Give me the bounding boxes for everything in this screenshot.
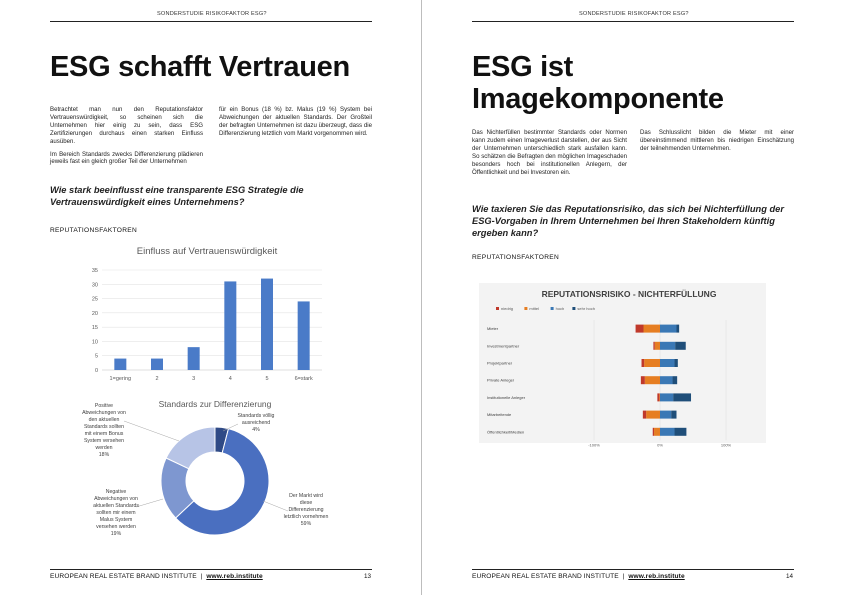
slice-label: Der Markt wird diese Differenzierung letztlich vornehmen	[283, 493, 329, 520]
paragraph: Das Schlusslicht bilden die Mieter mit einer übereinstimmend mittleren bis niedrigen Einschätzung der teilnehmenden Unternehmen.	[640, 129, 794, 152]
bar-segment-sehr-hoch	[675, 342, 686, 350]
bar-segment-mittel	[659, 393, 660, 401]
paragraph: Das Nichterfüllen bestimmter Standards oder Normen kann zudem einen Imageverlust darstellen, der aus Sicht der Unternehmen unterschiedlich stark ausfallen kann. So schätzen die Befragten den möglichen Imageschaden besonders hoch bei institutionellen Anlegern, der Öffentlichkeit und bei Investoren ein.	[472, 129, 627, 176]
trust-bar-chart	[82, 238, 332, 390]
bar-segment-hoch	[660, 325, 677, 333]
slice-percentage: 59%	[300, 521, 312, 527]
leader-line	[124, 421, 179, 441]
page-number: 13	[364, 573, 372, 580]
legend-swatch	[496, 307, 499, 310]
bar-segment-hoch	[660, 342, 675, 350]
title-line-2: Imagekomponente	[472, 83, 724, 115]
page-title	[472, 51, 724, 115]
bar-segment-niedrig	[642, 359, 645, 367]
bar-segment-hoch	[660, 359, 675, 367]
bar-segment-mittel	[646, 411, 660, 419]
leader-line	[136, 499, 163, 507]
chart-title: Einfluss auf Vertrauenswürdigkeit	[136, 246, 278, 257]
x-tick-label: 1=gering	[109, 376, 132, 382]
bar-segment-hoch	[660, 428, 675, 436]
body-column-2	[219, 106, 372, 143]
slice-label: Negative Abweichungen von aktuellen Standards sollten mir einem Malus System versehen werden	[93, 489, 139, 530]
bar-segment-mittel	[645, 376, 660, 384]
bar	[188, 347, 200, 370]
trust-bar-chart-box	[82, 238, 332, 390]
footer	[50, 573, 263, 580]
slice-percentage: 18%	[98, 452, 110, 458]
legend-label: mittel	[529, 306, 539, 311]
y-tick-label: 25	[91, 296, 98, 303]
x-tick-label: 0%	[657, 442, 663, 448]
category-label: Projektpartner	[487, 360, 513, 366]
category-label: Öffentlichkeit/Medien	[487, 429, 525, 435]
y-tick-label: 30	[91, 282, 98, 289]
survey-question: Wie taxieren Sie das Reputationsrisiko, das sich bei Nichterfüllung der ESG-Vorgaben in Ihrem Unternehmen bei Ihren Stakeholdern künftig ergeben kann?	[472, 204, 784, 239]
footer-link[interactable]: www.reb.institute	[628, 573, 685, 580]
x-tick-label: 6=stark	[294, 376, 313, 382]
bar-segment-niedrig	[653, 428, 654, 436]
legend-swatch	[524, 307, 527, 310]
risk-chart-box	[479, 283, 766, 448]
bar-segment-hoch	[660, 411, 671, 419]
x-tick-label: 100%	[720, 442, 732, 448]
body-column-1	[50, 106, 203, 171]
x-tick-label: 4	[228, 376, 232, 382]
bar-segment-sehr-hoch	[677, 325, 680, 333]
bar	[298, 301, 310, 370]
chart-title: REPUTATIONSRISIKO - NICHTERFÜLLUNG	[541, 289, 717, 299]
y-tick-label: 0	[94, 368, 98, 374]
y-tick-label: 20	[91, 310, 98, 317]
running-header: SONDERSTUDIE RISIKOFAKTOR ESG?	[157, 11, 267, 17]
slice-label: Positive Abweichungen von den aktuellen Standards sollten mit einem Bonus System versehen werden	[82, 403, 126, 451]
footer-separator: |	[200, 573, 203, 580]
slice-percentage: 4%	[252, 427, 260, 433]
y-tick-label: 5	[94, 353, 98, 360]
bar-segment-hoch	[660, 376, 673, 384]
bar-segment-sehr-hoch	[671, 411, 676, 419]
title-line-1: ESG ist	[472, 51, 574, 83]
bar	[114, 359, 126, 370]
bar-segment-niedrig	[636, 325, 644, 333]
bar-segment-hoch	[660, 393, 673, 401]
category-label: Institutionelle Anleger	[487, 394, 526, 400]
legend-swatch	[551, 307, 554, 310]
body-column-2	[640, 129, 794, 158]
bar-segment-sehr-hoch	[675, 428, 687, 436]
bar	[224, 281, 236, 370]
section-label: REPUTATIONSFAKTOREN	[472, 254, 560, 261]
category-label: Investmentpartner	[487, 343, 520, 349]
bar	[151, 359, 163, 370]
footer-rule	[50, 569, 372, 570]
survey-question: Wie stark beeinflusst eine transparente ESG Strategie die Vertrauenswürdigkeit eines Unternehmens?	[50, 185, 304, 208]
legend-label: sehr hoch	[577, 306, 595, 311]
y-tick-label: 10	[91, 339, 98, 346]
bar-segment-mittel	[655, 342, 660, 350]
page-title: ESG schafft Vertrauen	[50, 51, 350, 83]
footer-org: EUROPEAN REAL ESTATE BRAND INSTITUTE	[50, 573, 197, 580]
page-number: 14	[786, 573, 794, 580]
page-left	[0, 0, 421, 595]
reputation-risk-chart	[479, 283, 766, 448]
footer-rule	[472, 569, 794, 570]
legend-swatch	[572, 307, 575, 310]
footer-link[interactable]: www.reb.institute	[206, 573, 263, 580]
differentiation-donut-box	[82, 393, 338, 545]
bar-segment-niedrig	[653, 342, 654, 350]
x-tick-label: -100%	[588, 442, 600, 448]
leader-line	[263, 501, 288, 511]
bar	[261, 279, 273, 370]
running-header: SONDERSTUDIE RISIKOFAKTOR ESG?	[579, 11, 689, 17]
section-label: REPUTATIONSFAKTOREN	[50, 227, 138, 234]
slice-label: Standards völlig ausreichend	[237, 413, 275, 426]
bar-segment-mittel	[644, 325, 661, 333]
legend-label: niedrig	[501, 306, 514, 311]
y-tick-label: 15	[91, 325, 98, 332]
chart-title: Standards zur Differenzierung	[158, 399, 272, 409]
bar-segment-niedrig	[657, 393, 659, 401]
legend-label: hoch	[555, 306, 565, 311]
bar-segment-mittel	[644, 359, 660, 367]
differentiation-donut-chart	[82, 393, 338, 545]
bar-segment-niedrig	[643, 411, 646, 419]
bar-segment-niedrig	[641, 376, 645, 384]
footer	[472, 573, 685, 580]
page-right	[422, 0, 843, 595]
y-tick-label: 35	[91, 268, 98, 274]
bar-segment-sehr-hoch	[673, 393, 691, 401]
bar-segment-sehr-hoch	[673, 376, 678, 384]
category-label: Mitarbeitende	[487, 412, 512, 418]
paragraph: für ein Bonus (18 %) bz. Malus (19 %) System bei Abweichungen der aktuellen Standards. Der Großteil der befragten Unternehmen ist dazu überzeugt, dass die Differenzierung letztlich vom Markt vorgenommen wird.	[219, 106, 372, 137]
paragraph: Im Bereich Standards zwecks Differenzierung plädieren jeweils fast ein gleich großer Teil der Unternehmen	[50, 150, 203, 166]
category-label: Mieter	[487, 326, 499, 332]
paragraph: Betrachtet man nun den Reputationsfaktor Vertrauenswürdigkeit, so scheinen sich die Unternehmen hier einig zu sein, dass ESG Zertifizierungen durchaus einen starken Einfluss ausüben.	[50, 106, 203, 145]
header-rule	[472, 21, 794, 22]
footer-org: EUROPEAN REAL ESTATE BRAND INSTITUTE	[472, 573, 619, 580]
body-column-1	[472, 129, 627, 181]
footer-separator: |	[622, 573, 625, 580]
x-tick-label: 5	[265, 376, 269, 382]
bar-segment-sehr-hoch	[675, 359, 678, 367]
header-rule	[50, 21, 372, 22]
bar-segment-mittel	[654, 428, 660, 436]
x-tick-label: 3	[192, 376, 196, 382]
slice-percentage: 19%	[110, 531, 122, 537]
category-label: Private Anleger	[487, 377, 515, 383]
x-tick-label: 2	[155, 376, 159, 382]
